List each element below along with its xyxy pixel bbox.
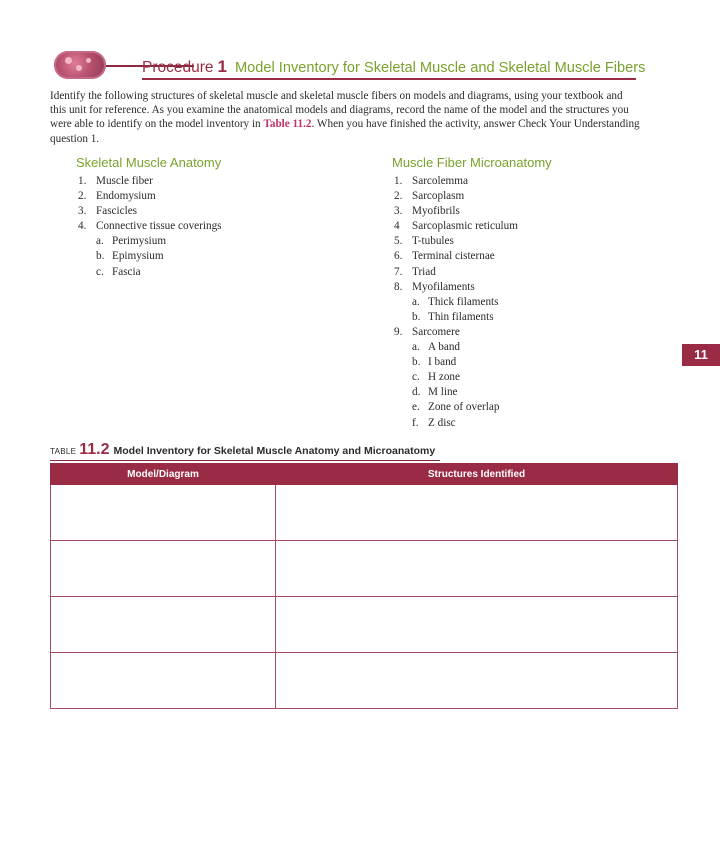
caption-rule [50,460,440,461]
sub-list-label: I band [428,356,457,369]
procedure-label: Procedure [142,59,214,76]
sub-list-letter: a. [412,295,420,308]
sub-list-item [394,295,518,310]
sub-list-letter: f. [412,416,419,429]
list-label: Terminal cisternae [412,250,495,263]
column-header-model: Model/Diagram [51,464,276,485]
intro-text-after: . When you have finished the activity, answer Check Your Understanding question 1. [50,118,640,145]
sub-list-label: Z disc [428,416,456,429]
sub-list-item [78,249,222,264]
list-number: 3. [394,205,403,218]
model-diagram-cell[interactable] [51,653,276,709]
list-item [394,265,518,280]
table-row [51,597,678,653]
list-number: 4 [394,220,400,233]
chapter-tab: 11 [682,344,720,366]
list-item [78,204,222,219]
sub-list-label: Thin filaments [428,310,494,323]
procedure-header [54,49,646,81]
sub-list-label: Epimysium [112,250,164,263]
list-label: Connective tissue coverings [96,220,222,233]
sub-list-label: Zone of overlap [428,401,500,414]
fiber-microanatomy-list [394,174,518,431]
table-row [51,541,678,597]
list-number: 5. [394,235,403,248]
skeletal-anatomy-list [78,174,222,280]
model-diagram-cell[interactable] [51,485,276,541]
list-label: Sarcoplasm [412,190,465,203]
sub-list-item [394,416,518,431]
sub-list-letter: b. [96,250,105,263]
intro-text-before: Identify the following structures of skeletal muscle and skeletal muscle fibers on models and diagrams, using your textbook and this unit for reference. As you examine the anatomical models and diagrams, record the name of the model and the structures you were able to identify on the model inventory in [50,90,629,131]
column-header-structures: Structures Identified [276,464,678,485]
list-label: T-tubules [412,235,454,248]
sub-list-item [78,234,222,249]
list-label: Muscle fiber [96,175,153,187]
sub-list-label: H zone [428,371,460,384]
list-label: Triad [412,265,436,278]
list-label: Sarcoplasmic reticulum [412,220,518,233]
list-item [78,189,222,204]
muscle-tissue-icon [54,51,106,79]
list-item [78,174,222,189]
sub-list-label: M line [428,386,458,399]
sub-list-label: Fascia [112,265,141,278]
intro-paragraph [50,89,640,146]
list-number: 8. [394,280,403,293]
list-label: Endomysium [96,190,156,203]
list-label: Sarcomere [412,325,460,338]
list-number: 9. [394,325,403,338]
sub-list-letter: c. [412,371,420,384]
list-item [394,280,518,295]
procedure-number: 1 [217,57,227,76]
table-row [51,653,678,709]
sub-list-letter: e. [412,401,420,414]
list-item [394,174,518,189]
structures-identified-cell[interactable] [276,653,678,709]
list-item [394,234,518,249]
table-number: 11.2 [79,441,110,458]
list-number: 1. [394,175,403,187]
sub-list-letter: d. [412,386,421,399]
list-label: Fascicles [96,205,138,218]
sub-list-letter: c. [96,265,104,278]
header-underline [142,78,636,80]
sub-list-label: A band [428,341,461,354]
table-header-row [51,464,678,485]
sub-list-item [394,355,518,370]
sub-list-letter: a. [412,341,420,354]
sub-list-item [394,310,518,325]
list-number: 1. [78,175,87,187]
sub-list-item [394,400,518,415]
sub-list-item [394,340,518,355]
table-row [51,485,678,541]
procedure-title [142,57,645,77]
list-label: Sarcolemma [412,175,468,187]
skeletal-anatomy-heading: Skeletal Muscle Anatomy [76,155,222,170]
sub-list-label: Perimysium [112,235,167,248]
model-diagram-cell[interactable] [51,541,276,597]
model-inventory-table [50,463,678,709]
list-number: 2. [78,190,87,203]
sub-list-label: Thick filaments [428,295,499,308]
fiber-microanatomy-heading: Muscle Fiber Microanatomy [392,155,552,170]
list-item [394,325,518,340]
list-item [394,219,518,234]
table-reference-link[interactable]: Table 11.2 [263,118,312,131]
sub-list-item [78,265,222,280]
sub-list-letter: a. [96,235,104,248]
list-item [78,219,222,234]
model-diagram-cell[interactable] [51,597,276,653]
list-item [394,249,518,264]
list-label: Myofilaments [412,280,475,293]
list-item [394,204,518,219]
list-number: 2. [394,190,403,203]
list-number: 7. [394,265,403,278]
sub-list-letter: b. [412,310,421,323]
list-number: 4. [78,220,87,233]
sub-list-item [394,385,518,400]
structures-identified-cell[interactable] [276,485,678,541]
structures-identified-cell[interactable] [276,541,678,597]
table-title: Model Inventory for Skeletal Muscle Anatomy and Microanatomy [113,445,436,457]
list-number: 6. [394,250,403,263]
sub-list-item [394,370,518,385]
procedure-name: Model Inventory for Skeletal Muscle and Skeletal Muscle Fibers [234,60,646,76]
list-item [394,189,518,204]
table-label: TABLE [50,447,77,456]
sub-list-letter: b. [412,356,421,369]
table-caption [50,441,435,459]
list-number: 3. [78,205,87,218]
list-label: Myofibrils [412,205,460,218]
structures-identified-cell[interactable] [276,597,678,653]
